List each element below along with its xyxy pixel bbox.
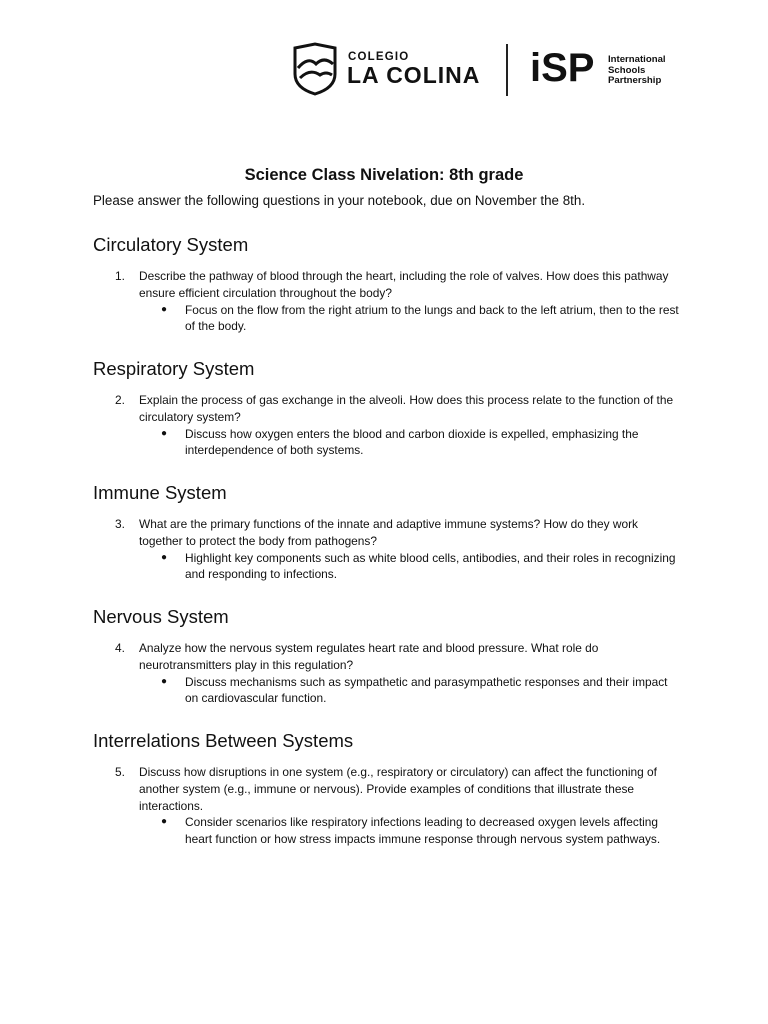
header-logos: [292, 42, 677, 100]
question-text: Analyze how the nervous system regulates heart rate and blood pressure. What role do neurotransmitters play in this regulation?: [139, 641, 599, 672]
section-nervous: [93, 606, 693, 707]
question-item: [93, 640, 693, 674]
bullet-icon: ●: [161, 816, 168, 828]
hint-text: Discuss mechanisms such as sympathetic and parasympathetic responses and their impact on cardiovascular function.: [185, 674, 668, 706]
question-number: 3.: [115, 517, 125, 531]
hint-text: Focus on the flow from the right atrium to the lungs and back to the left atrium, then to the rest of the body.: [185, 302, 679, 334]
school-shield-logo: [292, 42, 338, 96]
section-respiratory: [93, 358, 693, 459]
logo-divider: [506, 44, 508, 96]
section-circulatory: [93, 234, 693, 335]
partner-name-line: Partnership: [608, 75, 662, 86]
section-heading: Immune System: [93, 482, 227, 503]
question-item: [93, 764, 693, 814]
section-heading: Circulatory System: [93, 234, 249, 255]
section-immune: [93, 482, 693, 583]
question-text: Describe the pathway of blood through the heart, including the role of valves. How does this pathway ensure efficient circulation throughout the body?: [139, 269, 669, 300]
question-item: [93, 268, 693, 302]
section-heading: Respiratory System: [93, 358, 255, 379]
question-item: [93, 392, 693, 426]
section-heading: Interrelations Between Systems: [93, 730, 354, 751]
question-item: [93, 516, 693, 550]
bullet-icon: ●: [161, 303, 168, 315]
section-interrelations: [93, 730, 693, 848]
partner-name-line: International: [608, 54, 666, 65]
hint-text: Highlight key components such as white blood cells, antibodies, and their roles in recognizing and responding to infections.: [185, 550, 676, 582]
hint-text: Discuss how oxygen enters the blood and carbon dioxide is expelled, emphasizing the interdependence of both systems.: [185, 426, 639, 458]
hint-item: [93, 814, 693, 848]
hint-item: [93, 302, 693, 336]
bullet-icon: ●: [161, 551, 168, 563]
bullet-icon: ●: [161, 427, 168, 439]
intro-text: Please answer the following questions in your notebook, due on November the 8th.: [93, 193, 586, 208]
question-number: 5.: [115, 765, 125, 779]
section-heading: Nervous System: [93, 606, 229, 627]
school-name-prefix: COLEGIO: [348, 51, 410, 63]
hint-text: Consider scenarios like respiratory infections leading to decreased oxygen levels affecting heart function or how stress impacts immune response through nervous system pathways.: [185, 815, 661, 847]
question-text: Explain the process of gas exchange in the alveoli. How does this process relate to the function of the circulatory system?: [139, 393, 674, 424]
school-name: LA COLINA: [347, 62, 481, 88]
question-text: Discuss how disruptions in one system (e.g., respiratory or circulatory) can affect the functioning of another system (e.g., immune or nervous). Provide examples of conditions that illustrate these interactions.: [139, 765, 657, 813]
hint-item: [93, 550, 693, 584]
question-number: 2.: [115, 393, 125, 407]
question-number: 1.: [115, 269, 125, 283]
document-title: Science Class Nivelation: 8th grade: [244, 166, 524, 184]
partner-name: [608, 55, 666, 87]
isp-logo-text: iSP: [530, 48, 595, 88]
hint-item: [93, 674, 693, 708]
question-text: What are the primary functions of the innate and adaptive immune systems? How do they work together to protect the body from pathogens?: [139, 517, 638, 548]
hint-item: [93, 426, 693, 460]
bullet-icon: ●: [161, 675, 168, 687]
partner-name-line: Schools: [608, 64, 646, 76]
question-number: 4.: [115, 641, 125, 655]
isp-logo: [530, 48, 604, 88]
